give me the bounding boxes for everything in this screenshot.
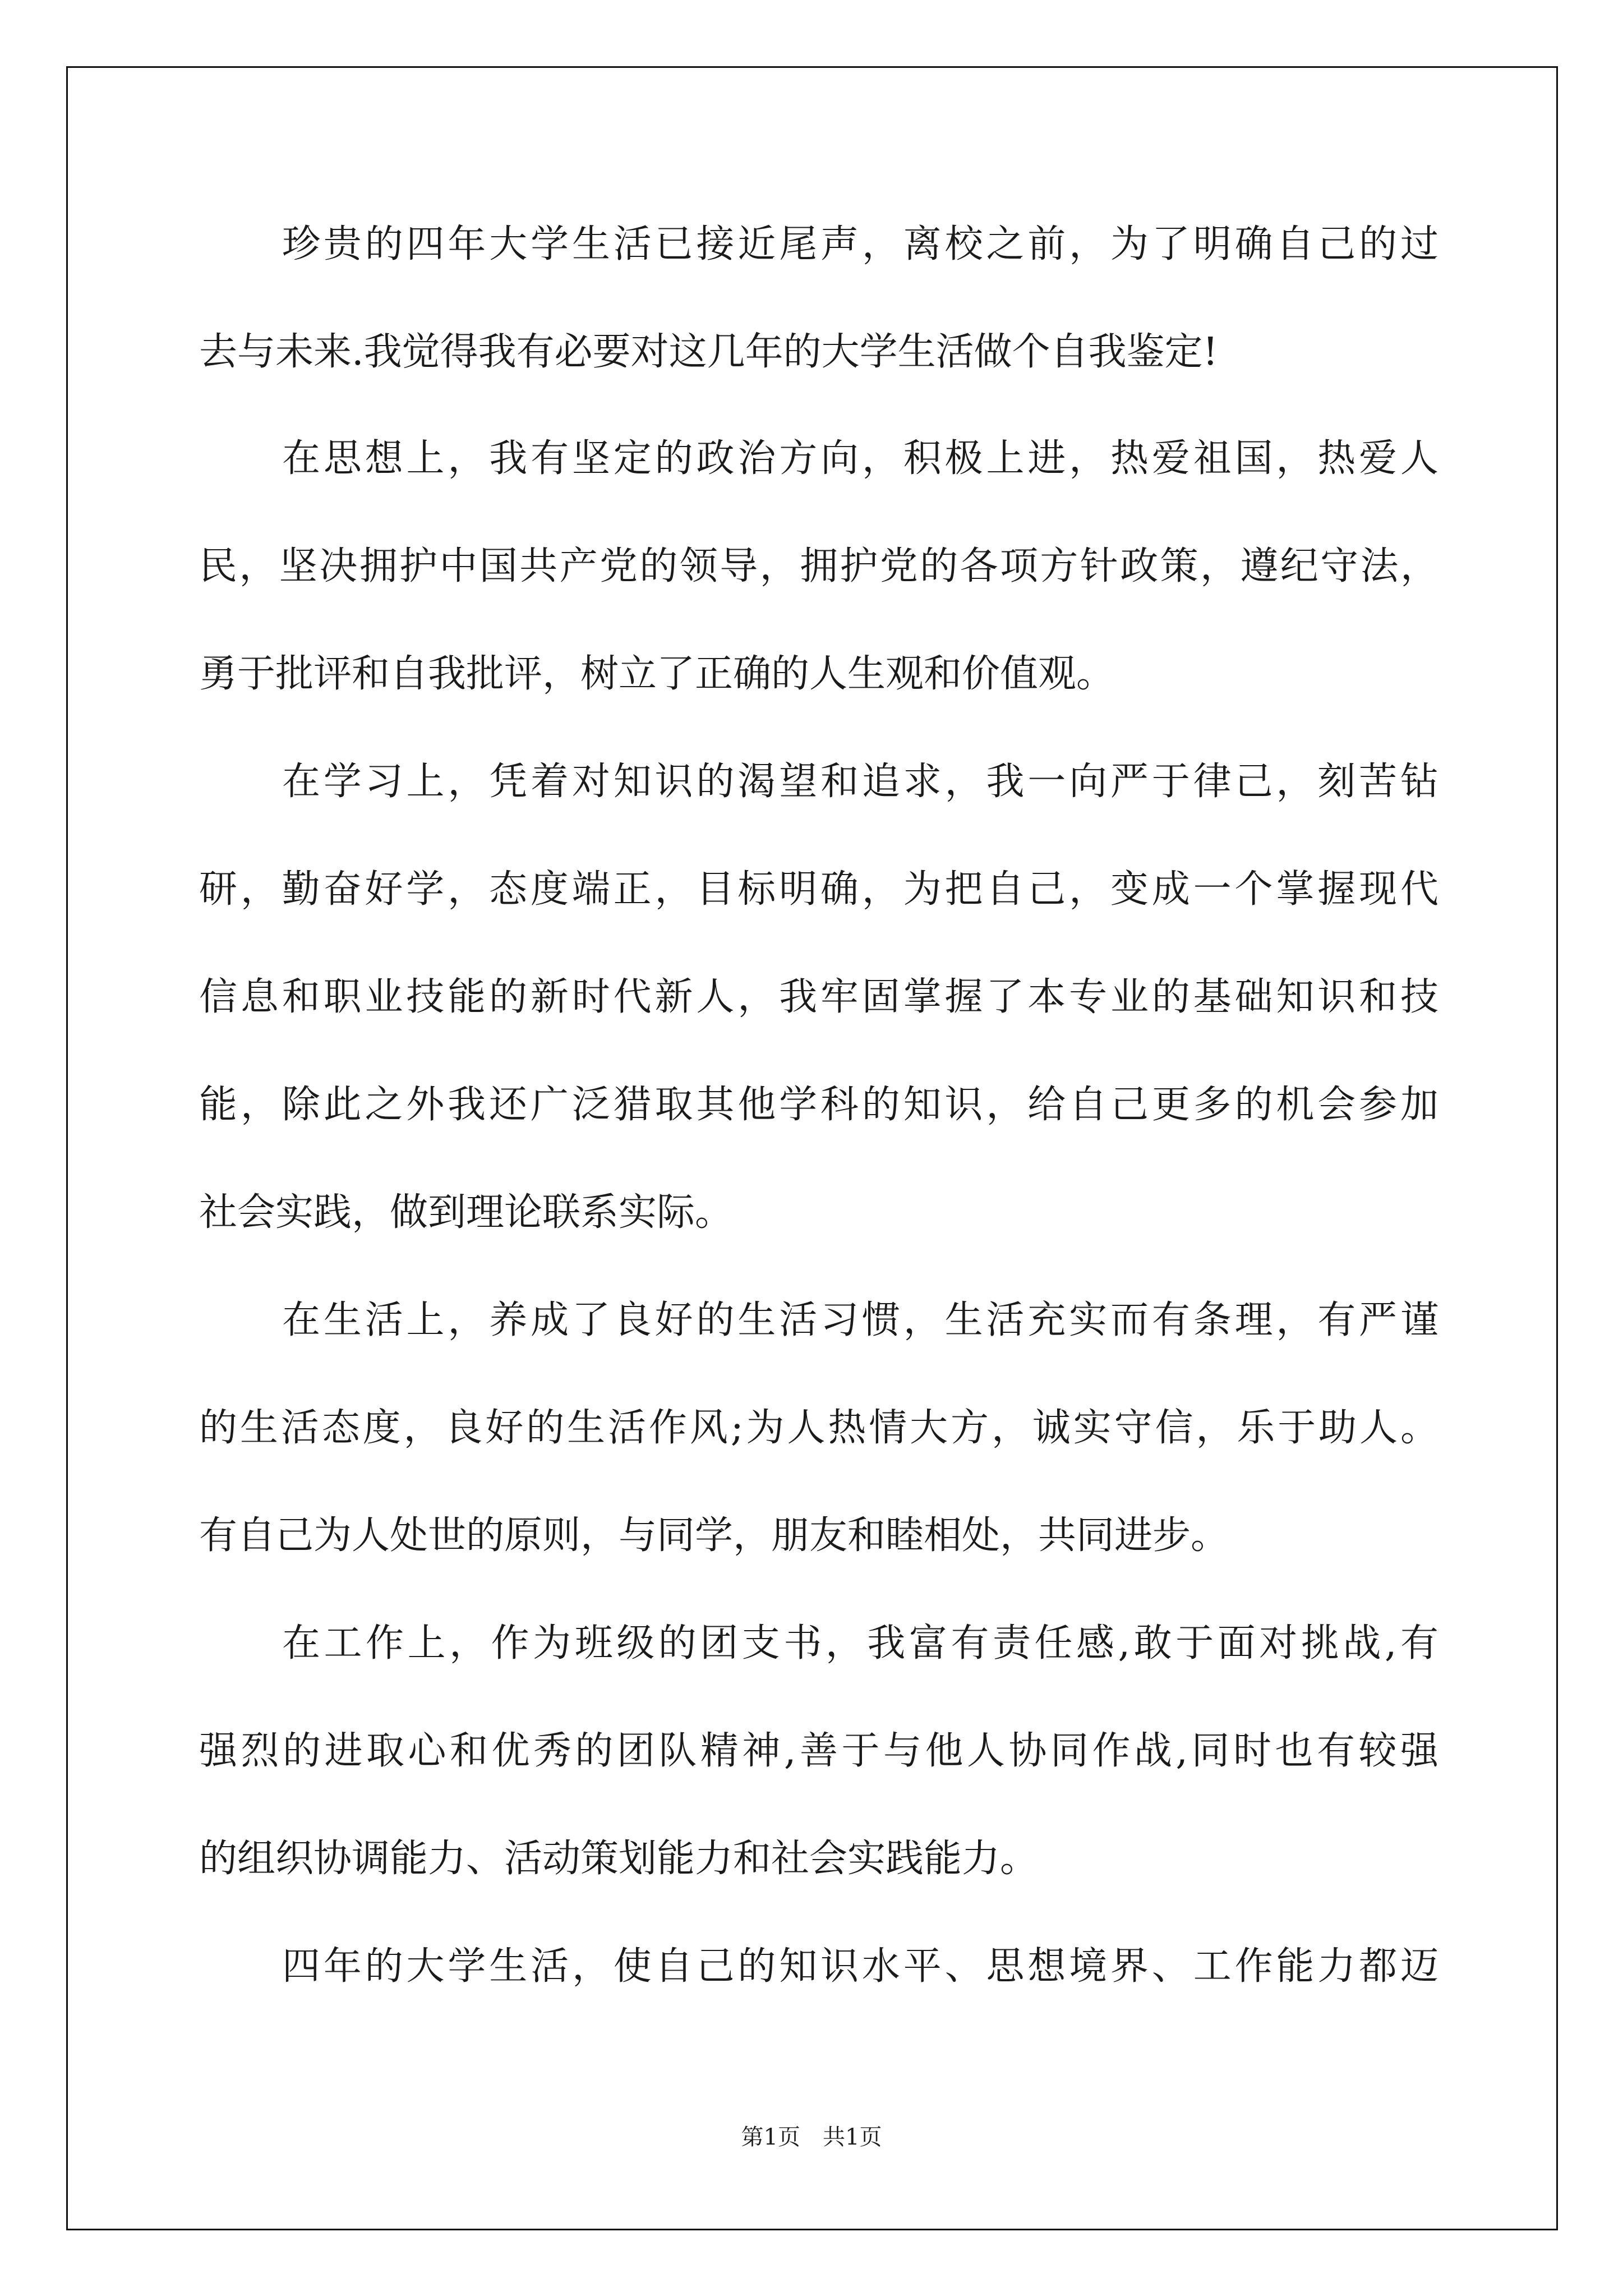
text-line: 社会实践，做到理论联系实际。: [199, 1190, 734, 1235]
text-line: 的组织协调能力、活动策划能力和社会实践能力。: [199, 1837, 1039, 1881]
text-line: 勇于批评和自我批评，树立了正确的人生观和价值观。: [199, 652, 1115, 696]
text-line: 能，除此之外我还广泛猎取其他学科的知识，给自己更多的机会参加: [199, 1083, 1438, 1127]
text-line: 四年的大学生活，使自己的知识水平、思想境界、工作能力都迈: [282, 1944, 1438, 1989]
text-line: 研，勤奋好学，态度端正，目标明确，为把自己，变成一个掌握现代: [199, 867, 1438, 912]
page-border: [66, 66, 1558, 2230]
text-line: 民，坚决拥护中国共产党的领导，拥护党的各项方针政策，遵纪守法，: [199, 544, 1438, 588]
text-line: 有自己为人处世的原则，与同学，朋友和睦相处，共同进步。: [199, 1513, 1229, 1558]
text-line: 在思想上，我有坚定的政治方向，积极上进，热爱祖国，热爱人: [282, 436, 1438, 481]
text-line: 强烈的进取心和优秀的团队精神,善于与他人协同作战,同时也有较强: [199, 1729, 1438, 1773]
text-line: 去与未来.我觉得我有必要对这几年的大学生活做个自我鉴定!: [199, 330, 1218, 374]
text-line: 在学习上，凭着对知识的渴望和追求，我一向严于律己，刻苦钻: [282, 760, 1438, 804]
page-number: 第1页 共1页: [741, 2124, 882, 2150]
text-line: 的生活态度，良好的生活作风;为人热情大方，诚实守信，乐于助人。: [199, 1406, 1438, 1450]
text-line: 信息和职业技能的新时代新人，我牢固掌握了本专业的基础知识和技: [199, 975, 1438, 1019]
text-line: 在工作上，作为班级的团支书，我富有责任感,敢于面对挑战,有: [282, 1621, 1438, 1665]
text-line: 珍贵的四年大学生活已接近尾声，离校之前，为了明确自己的过: [282, 222, 1438, 266]
text-line: 在生活上，养成了良好的生活习惯，生活充实而有条理，有严谨: [282, 1298, 1438, 1342]
